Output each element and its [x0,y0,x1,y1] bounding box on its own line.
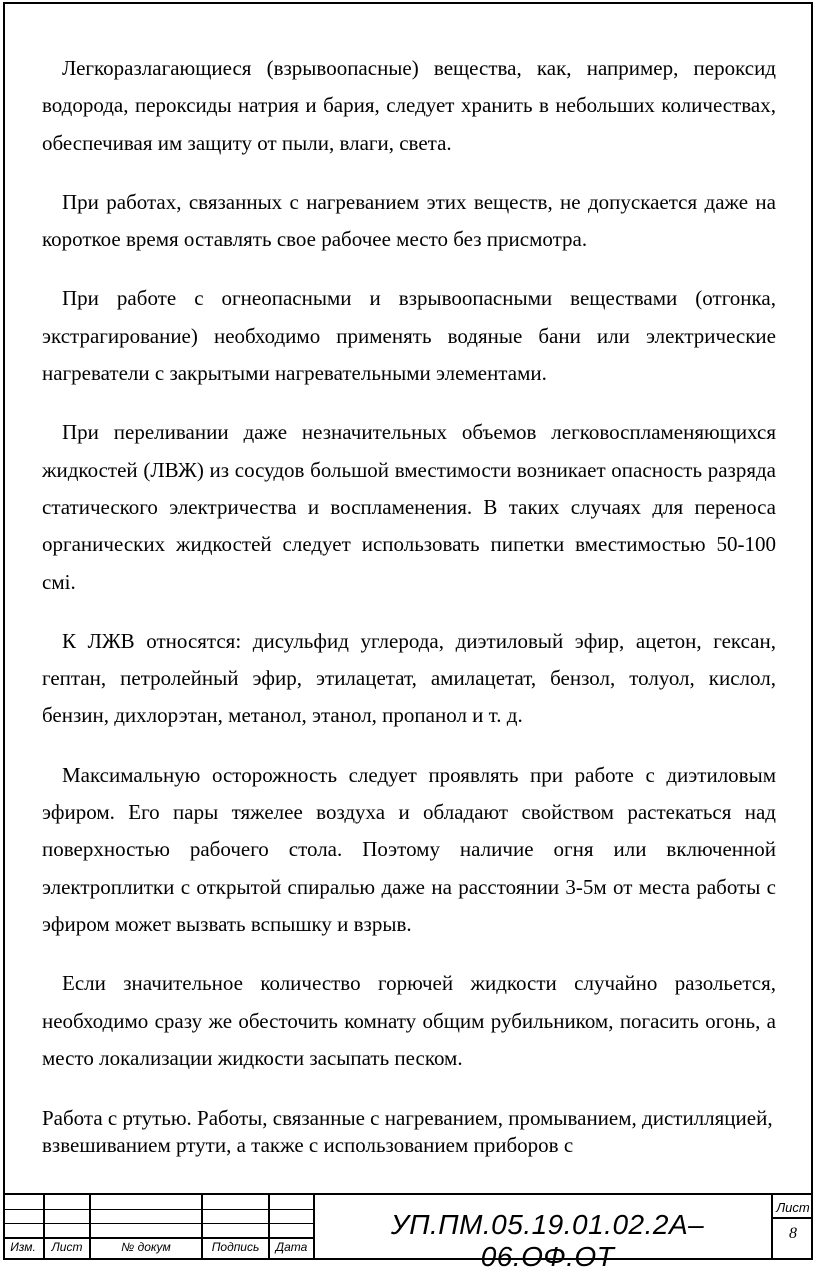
document-body [42,50,776,1181]
paragraph: При работе с огнеопасными и взрывоопасными веществами (отгонка, экстрагирование) необходимо применять водяные бани или электрические нагреватели с закрытыми нагревательными элементами. [42,286,776,386]
stamp-row-line [3,1209,313,1210]
stamp-divider [313,1195,315,1260]
paragraph: При переливании даже незначительных объемов легковоспламеняющихся жидкостей (ЛВЖ) из сосудов большой вместимости возникает опасность разряда статического электричества и воспламенения. В таких случаях для переноса органических жидкостей следует использовать пипетки вместимостью 50-100 смі. [42,420,776,594]
paragraph: Легкоразлагающиеся (взрывоопасные) вещества, как, например, пероксид водорода, пероксиды натрия и бария, следует хранить в небольших количествах, обеспечивая им защиту от пыли, влаги, света. [42,56,776,155]
stamp-row-line [3,1223,313,1224]
paragraph-mercury: Работа с ртутью. Работы, связанные с нагреванием, промыванием, дистилляцией, взвешиванием ртути, а также с использованием приборов с [42,1106,773,1158]
label-list: Лист [51,1240,83,1254]
paragraph: Максимальную осторожность следует проявлять при работе с диэтиловым эфиром. Его пары тяжелее воздуха и обладают свойством растекаться над поверхностью рабочего стола. Поэтому наличие огня или включенной электроплитки с открытой спиралью даже на расстоянии 3-5м от места работы с эфиром может вызвать вспышку и взрыв. [42,762,776,936]
label-doc-number: № докум [121,1240,171,1254]
title-block [3,1193,813,1272]
paragraph: Если значительное количество горючей жидкости случайно разольется, необходимо сразу же обесточить комнату общим рубильником, погасить огонь, а место локализации жидкости засыпать песком. [42,971,776,1070]
stamp-row-line [3,1237,313,1239]
paragraph: К ЛЖВ относятся: дисульфид углерода, диэтиловый эфир, ацетон, гексан, гептан, петролейный эфир, этилацетат, амилацетат, бензол, толуол, кислол, бензин, дихлорэтан, метанол, этанол, пропанол и т. д. [42,628,776,728]
paragraph: При работах, связанных с нагреванием этих веществ, не допускается даже на короткое время оставлять свое рабочее место без присмотра. [42,189,776,252]
label-izm: Изм. [10,1240,36,1254]
document-code: УП.ПМ.05.19.01.02.2А–06.ОФ.ОТ [390,1209,705,1272]
label-date: Дата [275,1240,308,1254]
sheet-number: 8 [789,1225,797,1242]
sheet-label: Лист [776,1200,810,1215]
label-signature: Подпись [211,1240,260,1254]
sheet-cell-line [771,1217,813,1219]
